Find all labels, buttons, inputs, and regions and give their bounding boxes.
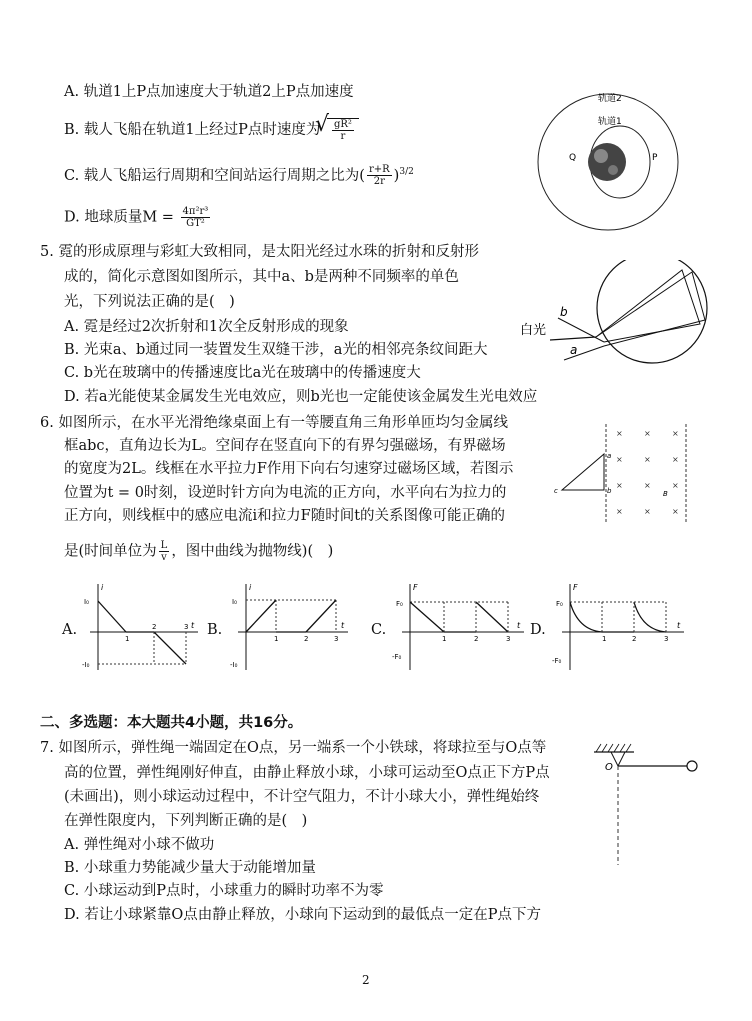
ray-a-label: a bbox=[570, 343, 578, 357]
q4-option-d-text: D. 地球质量M = bbox=[64, 209, 174, 226]
q5-option-a: A. 霓是经过2次折射和1次全反射形成的现象 bbox=[64, 319, 349, 335]
svg-text:×: × bbox=[616, 481, 623, 490]
tick-label: 3 bbox=[506, 635, 511, 643]
axis-tick-top: I₀ bbox=[232, 598, 237, 606]
q6-stem-line1: 6. 如图所示，在水平光滑绝缘桌面上有一等腰直角三角形单匝均匀金属线 bbox=[40, 415, 508, 431]
graph-b-option-label: B. bbox=[207, 622, 223, 638]
axis-label: t bbox=[517, 621, 521, 630]
fraction-denominator: r bbox=[340, 131, 346, 142]
field-b-label: B bbox=[663, 490, 668, 498]
graph-a-option-label: A. bbox=[62, 622, 78, 638]
svg-text:×: × bbox=[644, 507, 651, 516]
fraction-numerator: L bbox=[160, 540, 168, 551]
tick-label: 1 bbox=[602, 635, 607, 643]
q6-stem-line2: 框abc，直角边长为L。空间存在竖直向下的有界匀强磁场，有界磁场 bbox=[64, 438, 506, 454]
svg-text:×: × bbox=[644, 481, 651, 490]
axis-tick-top: I₀ bbox=[84, 598, 89, 606]
q4-option-c-text: C. 载人飞船运行周期和空间站运行周期之比为 bbox=[64, 167, 360, 184]
q4-option-b-text: B. 载人飞船在轨道1上经过P点时速度为 bbox=[64, 122, 321, 138]
tick-label: 2 bbox=[632, 635, 637, 643]
tick-label: 1 bbox=[442, 635, 447, 643]
q4-option-a: A. 轨道1上P点加速度大于轨道2上P点加速度 bbox=[64, 84, 354, 100]
q7-stem-line3: (未画出)，则小球运动过程中，不计空气阻力，不计小球大小，弹性绳始终 bbox=[64, 789, 540, 805]
q6-stem-line5: 正方向，则线框中的感应电流i和拉力F随时间t的关系图像可能正确的 bbox=[64, 508, 506, 524]
q7-option-c: C. 小球运动到P点时，小球重力的瞬时功率不为零 bbox=[64, 883, 384, 899]
fraction-numerator: √ gR² bbox=[333, 119, 352, 130]
axis-tick-top: F₀ bbox=[396, 600, 403, 608]
fraction-denominator: 2r bbox=[373, 176, 385, 188]
tick-label: 2 bbox=[152, 623, 157, 631]
axis-tick-top: F₀ bbox=[556, 600, 563, 608]
q7-option-b: B. 小球重力势能减少量大于动能增加量 bbox=[64, 860, 316, 876]
axis-label: i bbox=[101, 583, 104, 592]
fraction-numerator: r+R bbox=[368, 164, 390, 176]
q7-stem-line2: 高的位置，弹性绳刚好伸直，由静止释放小球，小球可运动至O点正下方P点 bbox=[64, 765, 550, 781]
vertex-c-label: c bbox=[554, 487, 558, 495]
tick-label: 3 bbox=[334, 635, 339, 643]
svg-text:×: × bbox=[616, 507, 623, 516]
droplet-diagram bbox=[520, 260, 715, 370]
q7-option-d: D. 若让小球紧靠O点由静止释放，小球向下运动到的最低点一定在P点下方 bbox=[64, 907, 541, 923]
graph-b bbox=[228, 580, 350, 675]
exponent: 3/2 bbox=[399, 167, 414, 177]
q4-option-b bbox=[64, 118, 359, 142]
q5-stem-line1: 5. 霓的形成原理与彩虹大致相同，是太阳光经过水珠的折射和反射形 bbox=[40, 244, 479, 260]
svg-text:×: × bbox=[672, 507, 679, 516]
graph-d-option-label: D. bbox=[530, 622, 546, 638]
q7-stem-line4: 在弹性限度内，下列判断正确的是( ) bbox=[64, 813, 308, 829]
axis-tick-bottom: -F₀ bbox=[552, 657, 562, 665]
q6-stem-line4: 位置为t = 0时刻，设逆时针方向为电流的正方向，水平向右为拉力的 bbox=[64, 485, 507, 501]
tick-label: 3 bbox=[184, 623, 189, 631]
fraction-numerator: 4π²r³ bbox=[182, 206, 209, 217]
fraction-denominator: GT² bbox=[186, 218, 205, 229]
ray-b-label: b bbox=[560, 305, 568, 319]
axis-tick-bottom: -F₀ bbox=[392, 653, 402, 661]
svg-text:×: × bbox=[616, 455, 623, 464]
orbit1-label: 轨道1 bbox=[598, 117, 622, 127]
q6-stem-line6-tail: ，图中曲线为抛物线)( ) bbox=[171, 543, 334, 560]
q5-option-b: B. 光束a、b通过同一装置发生双缝干涉，a光的相邻亮条纹间距大 bbox=[64, 342, 488, 358]
q5-stem-line2: 成的，简化示意图如图所示，其中a、b是两种不同频率的单色 bbox=[64, 269, 459, 285]
q6-stem-line3: 的宽度为2L。线框在水平拉力F作用下向右匀速穿过磁场区域，若图示 bbox=[64, 461, 514, 477]
sqrt-expression bbox=[327, 118, 359, 142]
tick-label: 2 bbox=[304, 635, 309, 643]
tick-label: 1 bbox=[125, 635, 130, 643]
point-o-label: O bbox=[605, 762, 613, 773]
svg-text:×: × bbox=[644, 429, 651, 438]
axis-label: t bbox=[677, 621, 681, 630]
q4-option-c: C. 载人飞船运行周期和空间站运行周期之比为( $\frac{r+R}{2r}$ )$^{3/2}$ bbox=[64, 164, 414, 188]
svg-text:×: × bbox=[644, 455, 651, 464]
svg-text:×: × bbox=[672, 481, 679, 490]
axis-label: t bbox=[341, 621, 345, 630]
svg-text:×: × bbox=[672, 429, 679, 438]
section-heading: 二、多选题：本大题共4小题，共16分。 bbox=[40, 715, 303, 731]
q4-option-d bbox=[64, 206, 212, 229]
orbit-diagram bbox=[535, 86, 700, 236]
vertex-b-label: b bbox=[607, 487, 612, 495]
white-light-label: 白光 bbox=[520, 323, 547, 338]
axis-label: F bbox=[573, 583, 578, 592]
axis-label: F bbox=[413, 583, 418, 592]
axis-tick-bottom: -I₀ bbox=[82, 661, 90, 669]
axis-tick-bottom: -I₀ bbox=[230, 661, 238, 669]
graph-a bbox=[82, 580, 200, 675]
q7-stem-line1: 7. 如图所示，弹性绳一端固定在O点，另一端系一个小铁球，将球拉至与O点等 bbox=[40, 740, 547, 756]
page-number: 2 bbox=[362, 973, 370, 987]
q5-option-c: C. b光在玻璃中的传播速度比a光在玻璃中的传播速度大 bbox=[64, 365, 421, 381]
graph-c-option-label: C. bbox=[371, 622, 387, 638]
vertex-a-label: a bbox=[607, 452, 612, 460]
q5-stem-line3: 光，下列说法正确的是( ) bbox=[64, 294, 235, 310]
magnetic-field-diagram bbox=[548, 422, 698, 527]
axis-label: i bbox=[249, 583, 252, 592]
q7-option-a: A. 弹性绳对小球不做功 bbox=[64, 837, 215, 853]
orbit2-label: 轨道2 bbox=[598, 94, 622, 104]
tick-label: 1 bbox=[274, 635, 279, 643]
q6-stem-line6 bbox=[64, 540, 333, 563]
point-q-label: Q bbox=[569, 153, 577, 163]
graph-c bbox=[392, 580, 526, 675]
tick-label: 3 bbox=[664, 635, 669, 643]
point-p-label: P bbox=[652, 153, 658, 163]
fraction-denominator: v bbox=[161, 552, 167, 563]
svg-text:×: × bbox=[672, 455, 679, 464]
q6-stem-line6-text: 是(时间单位为 bbox=[64, 543, 157, 560]
svg-text:×: × bbox=[616, 429, 623, 438]
tick-label: 2 bbox=[474, 635, 479, 643]
elastic-rope-diagram bbox=[590, 740, 705, 870]
q5-option-d: D. 若a光能使某金属发生光电效应，则b光也一定能使该金属发生光电效应 bbox=[64, 389, 538, 405]
axis-label: t bbox=[191, 621, 195, 630]
graph-d bbox=[552, 580, 686, 675]
